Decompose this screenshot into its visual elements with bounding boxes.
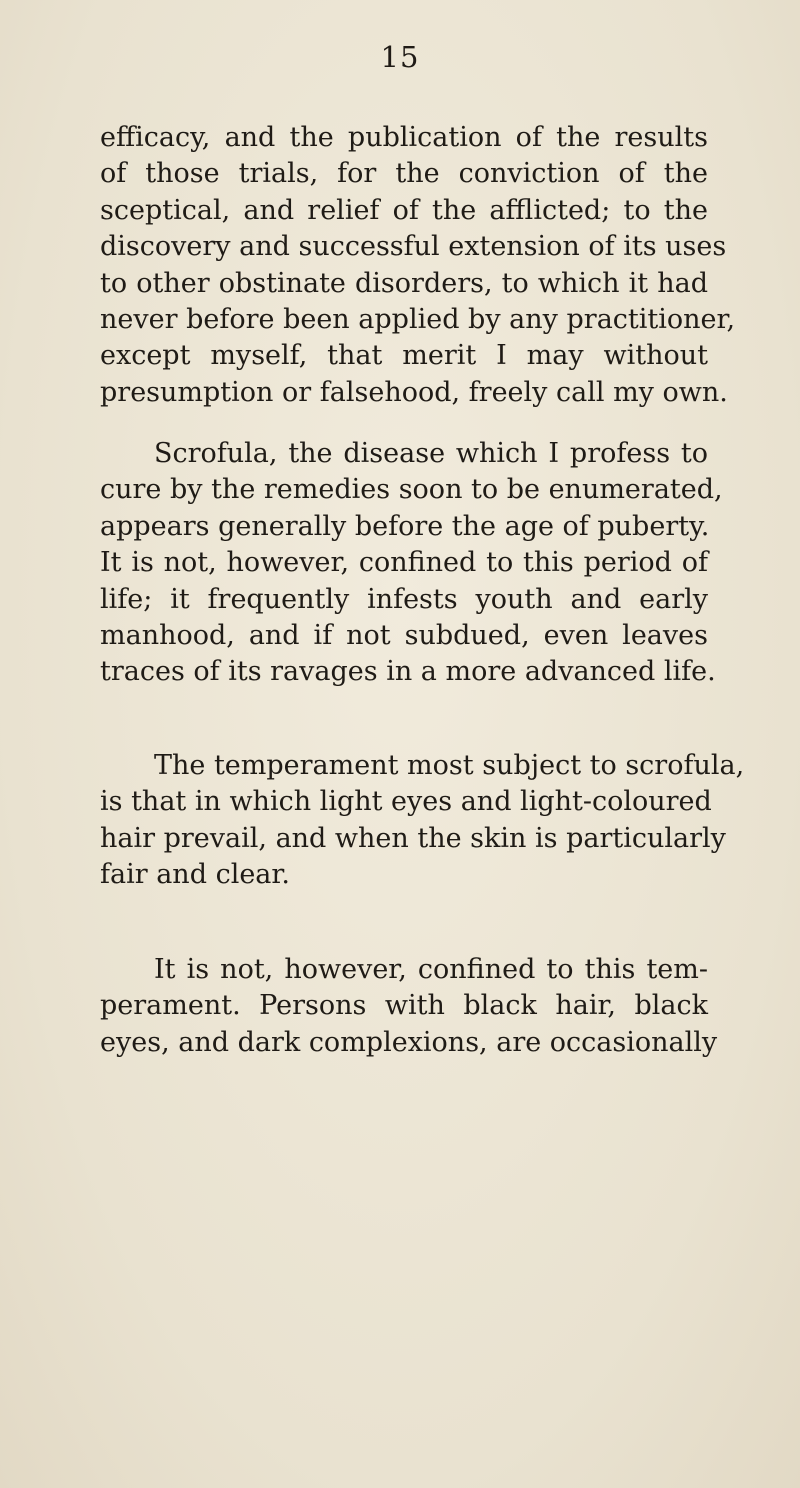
paragraph-2 — [100, 436, 723, 691]
text-line: sceptical, and relief of the afflicted; to the — [100, 194, 708, 226]
text-line: never before been applied by any practitioner, — [100, 304, 736, 336]
text-line: fair and clear. — [100, 859, 290, 891]
text-line: is that in which light eyes and light-coloured — [100, 786, 712, 818]
text-line: appears generally before the age of puberty. — [100, 510, 710, 542]
text-line: discovery and successful extension of its uses — [100, 231, 727, 263]
text-line: hair prevail, and when the skin is particularly — [100, 822, 726, 854]
paragraph-4 — [100, 952, 718, 1061]
text-line: Scrofula, the disease which I profess to — [154, 438, 708, 469]
text-line: life; it frequently infests youth and early — [100, 583, 708, 615]
text-line: manhood, and if not subdued, even leaves — [100, 620, 708, 652]
text-line: cure by the remedies soon to be enumerated, — [100, 474, 723, 506]
text-line: except myself, that merit I may without — [100, 340, 708, 372]
text-line: eyes, and dark complexions, are occasionally — [100, 1026, 718, 1058]
text-line: of those trials, for the conviction of the — [100, 158, 708, 190]
paragraph-3 — [100, 748, 745, 894]
text-line: It is not, however, confined to this tem- — [154, 954, 708, 985]
text-line: perament. Persons with black hair, black — [100, 990, 708, 1022]
text-line: It is not, however, confined to this period of — [100, 547, 708, 579]
text-line: efficacy, and the publication of the results — [100, 122, 708, 153]
text-line: The temperament most subject to scrofula, — [154, 750, 745, 781]
paragraph-1 — [100, 120, 736, 411]
page-number: 15 — [380, 40, 420, 74]
text-line: to other obstinate disorders, to which it had — [100, 267, 708, 299]
text-line: traces of its ravages in a more advanced life. — [100, 656, 716, 688]
text-line: presumption or falsehood, freely call my own. — [100, 376, 728, 408]
